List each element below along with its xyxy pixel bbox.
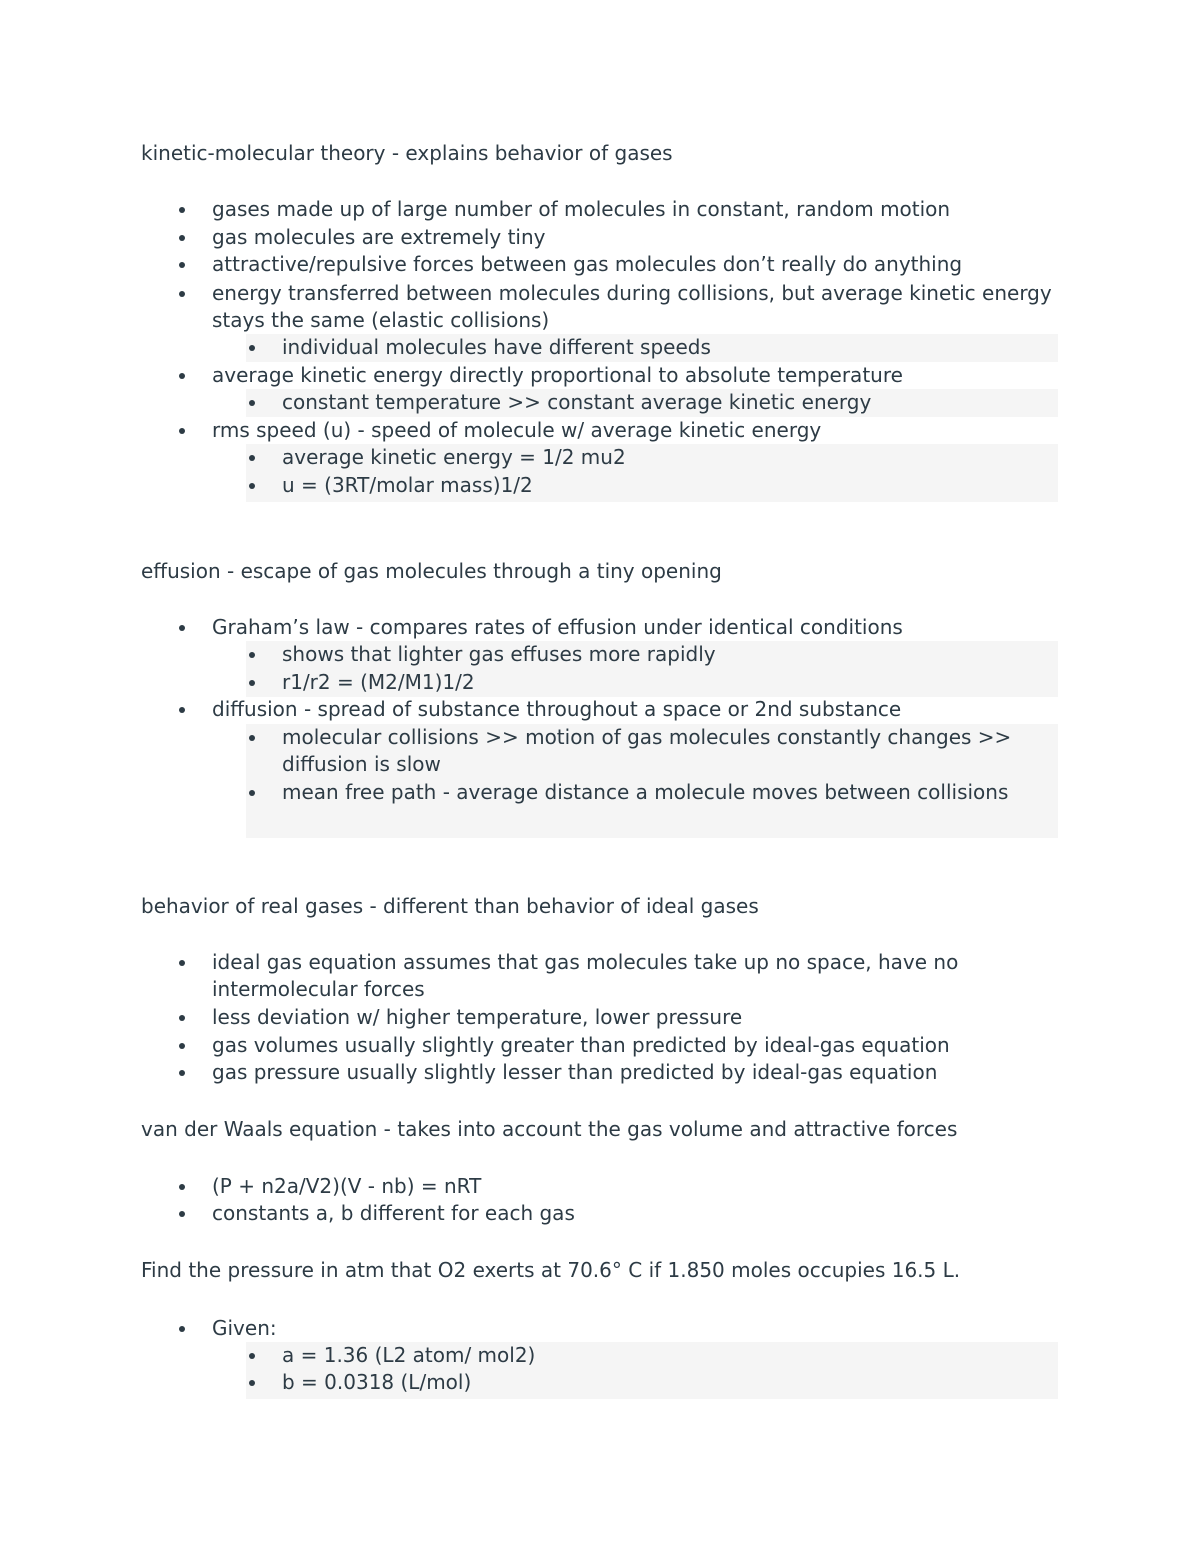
section-heading: van der Waals equation - takes into account the gas volume and attractive forces [141,1117,958,1141]
list-item: average kinetic energy directly proportional to absolute temperature [212,362,1072,389]
list-item: constants a, b different for each gas [212,1200,1072,1227]
list-item: (P + n2a/V2)(V - nb) = nRT [212,1173,1072,1200]
sub-list-item: b = 0.0318 (L/mol) [282,1369,1052,1396]
sub-list-item: molecular collisions >> motion of gas molecules constantly changes >> diffusion is slow [282,724,1052,778]
section-heading: effusion - escape of gas molecules through a tiny opening [141,559,722,583]
list-item: gas volumes usually slightly greater than predicted by ideal-gas equation [212,1032,1072,1059]
list-item: energy transferred between molecules during collisions, but average kinetic energy stays the same (elastic collisions) [212,280,1072,334]
list-item: diffusion - spread of substance throughout a space or 2nd substance [212,696,1072,723]
sub-list-item: r1/r2 = (M2/M1)1/2 [282,669,1052,696]
list-item: rms speed (u) - speed of molecule w/ average kinetic energy [212,417,1072,444]
sub-list-item: constant temperature >> constant average kinetic energy [282,389,1052,416]
section-heading: Find the pressure in atm that O2 exerts at 70.6° C if 1.850 moles occupies 16.5 L. [141,1258,961,1282]
list-item: gas molecules are extremely tiny [212,224,1072,251]
section-heading: behavior of real gases - different than behavior of ideal gases [141,894,759,918]
section-heading: kinetic-molecular theory - explains behavior of gases [141,141,673,165]
sub-list-item: individual molecules have different speeds [282,334,1052,361]
sublist-block [246,724,1058,838]
list-item: attractive/repulsive forces between gas molecules don’t really do anything [212,251,1072,278]
list-item: Graham’s law - compares rates of effusion under identical conditions [212,614,1072,641]
sublist-block [246,1342,1058,1399]
sub-list-item: mean free path - average distance a molecule moves between collisions [282,779,1052,806]
sub-list-item: a = 1.36 (L2 atom/ mol2) [282,1342,1052,1369]
list-item: gas pressure usually slightly lesser than predicted by ideal-gas equation [212,1059,1072,1086]
sublist-block [246,444,1058,502]
list-item: gases made up of large number of molecules in constant, random motion [212,196,1072,223]
list-item: less deviation w/ higher temperature, lower pressure [212,1004,1072,1031]
sub-list-item: average kinetic energy = 1/2 mu2 [282,444,1052,471]
sub-list-item: shows that lighter gas effuses more rapidly [282,641,1052,668]
list-item: Given: [212,1315,1072,1342]
sub-list-item: u = (3RT/molar mass)1/2 [282,472,1052,499]
list-item: ideal gas equation assumes that gas molecules take up no space, have no intermolecular forces [212,949,1072,1003]
sublist-block [246,334,1058,362]
sublist-block [246,389,1058,417]
sublist-block [246,641,1058,697]
